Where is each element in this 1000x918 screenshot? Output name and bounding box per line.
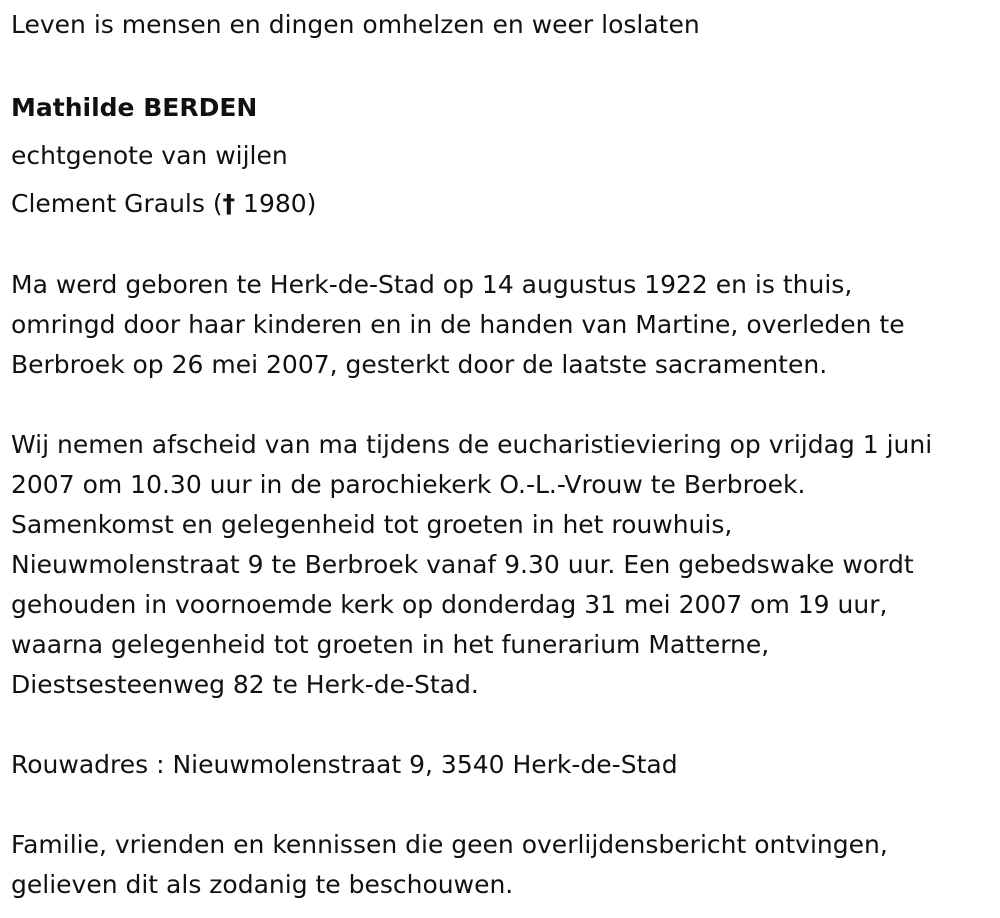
- deceased-name: Mathilde BERDEN: [11, 93, 258, 122]
- paragraph-line: gehouden in voornoemde kerk op donderdag 31 mei 2007 om 19 uur,: [11, 590, 888, 619]
- paragraph-line: gelieven dit als zodanig te beschouwen.: [11, 870, 514, 899]
- mourning-address: Rouwadres : Nieuwmolenstraat 9, 3540 Herk-de-Stad: [11, 750, 678, 779]
- paragraph-line: 2007 om 10.30 uur in de parochiekerk O.-L.-Vrouw te Berbroek.: [11, 470, 806, 499]
- birth-death-paragraph: [11, 265, 996, 385]
- paragraph-line: Samenkomst en gelegenheid tot groeten in het rouwhuis,: [11, 510, 733, 539]
- address-paragraph: [11, 745, 996, 785]
- obituary-document: [11, 4, 996, 905]
- paragraph-line: Familie, vrienden en kennissen die geen overlijdensbericht ontvingen,: [11, 830, 888, 859]
- spouse-prefix: Clement Grauls (: [11, 189, 223, 218]
- paragraph-line: Nieuwmolenstraat 9 te Berbroek vanaf 9.30 uur. Een gebedswake wordt: [11, 550, 914, 579]
- paragraph-line: Diestsesteenweg 82 te Herk-de-Stad.: [11, 670, 479, 699]
- closing-paragraph: [11, 825, 996, 905]
- cross-icon: †: [222, 189, 236, 218]
- paragraph-line: Wij nemen afscheid van ma tijdens de eucharistieviering op vrijdag 1 juni: [11, 430, 933, 459]
- deceased-block: [11, 84, 996, 228]
- paragraph-line: Berbroek op 26 mei 2007, gesterkt door de laatste sacramenten.: [11, 350, 828, 379]
- spouse-line: [11, 180, 996, 228]
- paragraph-line: waarna gelegenheid tot groeten in het funerarium Matterne,: [11, 630, 770, 659]
- relation-text: echtgenote van wijlen: [11, 141, 288, 170]
- motto: Leven is mensen en dingen omhelzen en weer loslaten: [11, 10, 700, 39]
- paragraph-line: Ma werd geboren te Herk-de-Stad op 14 augustus 1922 en is thuis,: [11, 270, 853, 299]
- ceremony-paragraph: [11, 425, 996, 705]
- paragraph-line: omringd door haar kinderen en in de handen van Martine, overleden te: [11, 310, 905, 339]
- spouse-suffix: 1980): [235, 189, 317, 218]
